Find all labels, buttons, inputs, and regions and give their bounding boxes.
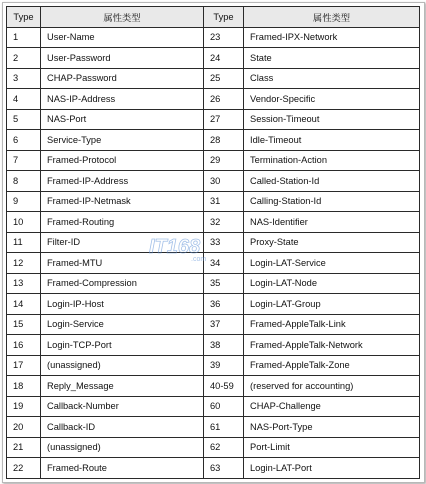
svg-text:IT168: IT168 xyxy=(149,236,201,258)
table-row xyxy=(7,335,420,356)
attribute-right-cell: Termination-Action xyxy=(244,150,420,171)
header-row xyxy=(7,7,420,28)
type-right-cell: 27 xyxy=(204,109,244,130)
table-row xyxy=(7,417,420,438)
type-left-cell: 11 xyxy=(7,232,41,253)
attribute-right-cell: (reserved for accounting) xyxy=(244,376,420,397)
type-left-cell: 16 xyxy=(7,335,41,356)
attribute-right-cell: Calling-Station-Id xyxy=(244,191,420,212)
table-row xyxy=(7,232,420,253)
type-left-cell: 5 xyxy=(7,109,41,130)
attribute-right-cell: Login-LAT-Port xyxy=(244,458,420,479)
type-left-cell: 21 xyxy=(7,437,41,458)
attribute-right-cell: Framed-AppleTalk-Link xyxy=(244,314,420,335)
attribute-right-cell: Proxy-State xyxy=(244,232,420,253)
attribute-right-cell: Vendor-Specific xyxy=(244,89,420,110)
table-row xyxy=(7,437,420,458)
attribute-left-cell: Filter-ID xyxy=(41,232,204,253)
header-type-right: Type xyxy=(204,7,244,28)
attribute-left-cell: User-Password xyxy=(41,48,204,69)
table-row xyxy=(7,130,420,151)
attribute-right-cell: State xyxy=(244,48,420,69)
attribute-right-cell: CHAP-Challenge xyxy=(244,396,420,417)
type-right-cell: 63 xyxy=(204,458,244,479)
attribute-right-cell: Framed-AppleTalk-Network xyxy=(244,335,420,356)
type-right-cell: 29 xyxy=(204,150,244,171)
table-row xyxy=(7,212,420,233)
type-left-cell: 7 xyxy=(7,150,41,171)
type-left-cell: 8 xyxy=(7,171,41,192)
table-row xyxy=(7,68,420,89)
header-attribute-right: 属性类型 xyxy=(244,7,420,28)
attribute-left-cell: Framed-Routing xyxy=(41,212,204,233)
attribute-left-cell: (unassigned) xyxy=(41,355,204,376)
type-left-cell: 17 xyxy=(7,355,41,376)
type-left-cell: 3 xyxy=(7,68,41,89)
table-row xyxy=(7,171,420,192)
type-right-cell: 40-59 xyxy=(204,376,244,397)
type-right-cell: 36 xyxy=(204,294,244,315)
header-type-left: Type xyxy=(7,7,41,28)
type-right-cell: 26 xyxy=(204,89,244,110)
table-frame xyxy=(2,2,425,483)
attribute-right-cell: Login-LAT-Service xyxy=(244,253,420,274)
attribute-right-cell: Port-Limit xyxy=(244,437,420,458)
type-left-cell: 22 xyxy=(7,458,41,479)
attribute-left-cell: Login-Service xyxy=(41,314,204,335)
type-left-cell: 12 xyxy=(7,253,41,274)
radius-attribute-table xyxy=(6,6,420,479)
attribute-left-cell: Framed-IP-Address xyxy=(41,171,204,192)
attribute-left-cell: Framed-MTU xyxy=(41,253,204,274)
attribute-left-cell: Framed-Route xyxy=(41,458,204,479)
table-row xyxy=(7,253,420,274)
type-left-cell: 20 xyxy=(7,417,41,438)
type-left-cell: 4 xyxy=(7,89,41,110)
type-right-cell: 61 xyxy=(204,417,244,438)
header-attribute-left: 属性类型 xyxy=(41,7,204,28)
attribute-left-cell: Callback-Number xyxy=(41,396,204,417)
attribute-left-cell: Login-TCP-Port xyxy=(41,335,204,356)
table-row xyxy=(7,48,420,69)
type-right-cell: 60 xyxy=(204,396,244,417)
attribute-right-cell: Session-Timeout xyxy=(244,109,420,130)
type-right-cell: 28 xyxy=(204,130,244,151)
type-right-cell: 33 xyxy=(204,232,244,253)
type-left-cell: 13 xyxy=(7,273,41,294)
table-row xyxy=(7,150,420,171)
type-left-cell: 14 xyxy=(7,294,41,315)
attribute-left-cell: Callback-ID xyxy=(41,417,204,438)
table-row xyxy=(7,458,420,479)
attribute-left-cell: NAS-IP-Address xyxy=(41,89,204,110)
table-row xyxy=(7,109,420,130)
type-right-cell: 37 xyxy=(204,314,244,335)
attribute-left-cell: Service-Type xyxy=(41,130,204,151)
attribute-left-cell: Reply_Message xyxy=(41,376,204,397)
type-right-cell: 23 xyxy=(204,27,244,48)
attribute-left-cell: Login-IP-Host xyxy=(41,294,204,315)
attribute-right-cell: NAS-Port-Type xyxy=(244,417,420,438)
svg-text:.com: .com xyxy=(191,256,207,263)
attribute-right-cell: Idle-Timeout xyxy=(244,130,420,151)
table-row xyxy=(7,376,420,397)
type-left-cell: 6 xyxy=(7,130,41,151)
attribute-right-cell: NAS-Identifier xyxy=(244,212,420,233)
attribute-left-cell: User-Name xyxy=(41,27,204,48)
type-left-cell: 1 xyxy=(7,27,41,48)
type-right-cell: 39 xyxy=(204,355,244,376)
table-row xyxy=(7,191,420,212)
table-row xyxy=(7,27,420,48)
attribute-left-cell: CHAP-Password xyxy=(41,68,204,89)
table-body xyxy=(7,27,420,478)
attribute-right-cell: Framed-AppleTalk-Zone xyxy=(244,355,420,376)
type-left-cell: 18 xyxy=(7,376,41,397)
type-left-cell: 9 xyxy=(7,191,41,212)
type-right-cell: 62 xyxy=(204,437,244,458)
attribute-left-cell: Framed-Compression xyxy=(41,273,204,294)
attribute-right-cell: Login-LAT-Group xyxy=(244,294,420,315)
attribute-right-cell: Called-Station-Id xyxy=(244,171,420,192)
type-left-cell: 10 xyxy=(7,212,41,233)
type-right-cell: 24 xyxy=(204,48,244,69)
type-left-cell: 19 xyxy=(7,396,41,417)
type-right-cell: 38 xyxy=(204,335,244,356)
table-row xyxy=(7,396,420,417)
type-left-cell: 2 xyxy=(7,48,41,69)
type-right-cell: 32 xyxy=(204,212,244,233)
attribute-right-cell: Class xyxy=(244,68,420,89)
table-row xyxy=(7,89,420,110)
attribute-left-cell: Framed-IP-Netmask xyxy=(41,191,204,212)
attribute-right-cell: Login-LAT-Node xyxy=(244,273,420,294)
table-row xyxy=(7,314,420,335)
type-right-cell: 25 xyxy=(204,68,244,89)
attribute-left-cell: Framed-Protocol xyxy=(41,150,204,171)
table-row xyxy=(7,294,420,315)
attribute-left-cell: (unassigned) xyxy=(41,437,204,458)
table-row xyxy=(7,355,420,376)
type-left-cell: 15 xyxy=(7,314,41,335)
type-right-cell: 31 xyxy=(204,191,244,212)
table-row xyxy=(7,273,420,294)
type-right-cell: 35 xyxy=(204,273,244,294)
type-right-cell: 34 xyxy=(204,253,244,274)
attribute-right-cell: Framed-IPX-Network xyxy=(244,27,420,48)
attribute-left-cell: NAS-Port xyxy=(41,109,204,130)
type-right-cell: 30 xyxy=(204,171,244,192)
